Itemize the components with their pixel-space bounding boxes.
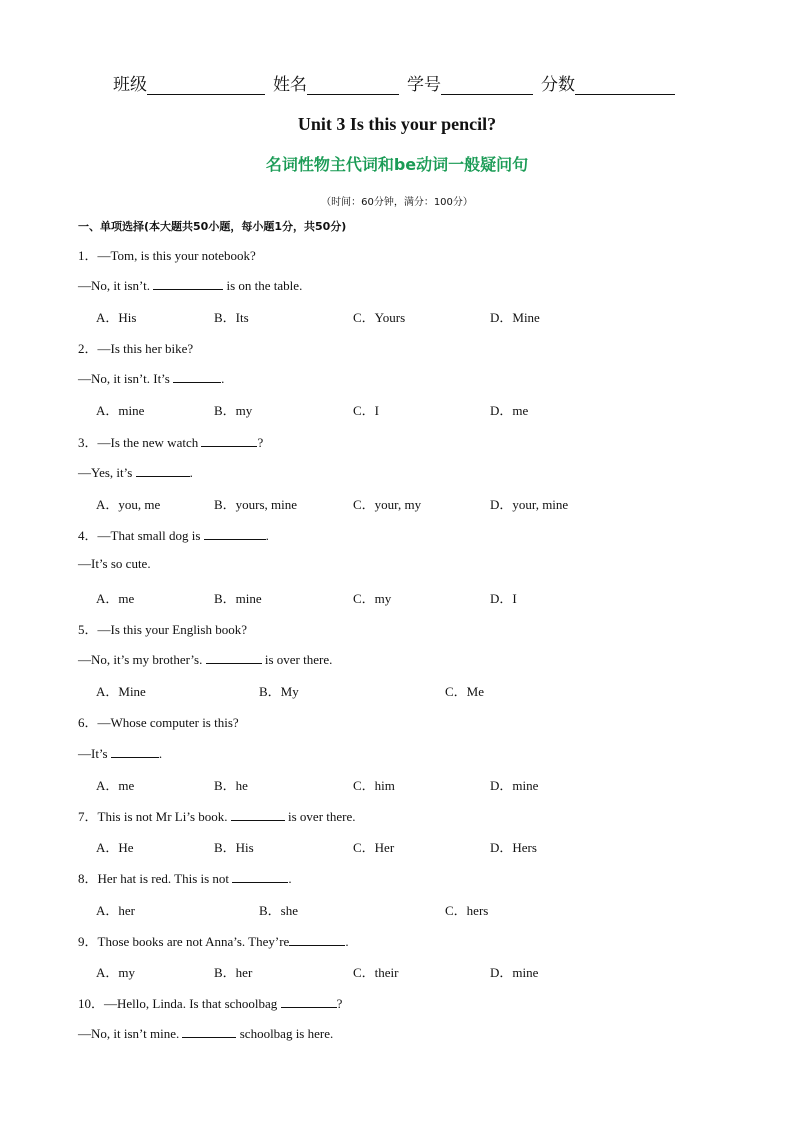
answer-option[interactable]: C．him — [353, 778, 395, 793]
answer-option[interactable]: A．me — [96, 591, 135, 606]
answer-option[interactable]: C．Me — [445, 684, 485, 699]
question-text: —It’s so cute. — [78, 556, 151, 571]
answer-option[interactable]: B．her — [214, 965, 253, 980]
question-text: is over there. — [261, 652, 333, 667]
question-7-line-1 — [78, 806, 356, 825]
question-text: —It’s — [78, 746, 111, 761]
question-2-line-2 — [78, 369, 224, 387]
answer-option[interactable]: B．my — [214, 403, 253, 418]
answer-option[interactable]: B．His — [214, 840, 254, 855]
question-text: . — [221, 371, 225, 386]
answer-option[interactable]: B．she — [259, 903, 299, 918]
question-text: . — [345, 934, 349, 949]
question-5-line-2 — [78, 650, 332, 668]
answer-option[interactable]: A．mine — [96, 403, 145, 418]
question-2-line-1 — [78, 338, 193, 357]
answer-option[interactable]: A．Mine — [96, 684, 146, 699]
answer-option[interactable]: C．Yours — [353, 310, 406, 325]
question-6-line-2 — [78, 744, 162, 762]
question-9-line-1 — [78, 931, 349, 950]
question-text: —No, it isn’t. — [78, 278, 154, 293]
answer-option[interactable]: B．mine — [214, 591, 262, 606]
question-3-line-2 — [78, 463, 193, 481]
page-subtitle: 名词性物主代词和be动词一般疑问句 — [265, 155, 529, 174]
question-text: 7．This is not Mr Li’s book. — [78, 809, 231, 824]
answer-option[interactable]: C．my — [353, 591, 392, 606]
question-text: —No, it isn’t. It’s — [78, 371, 174, 386]
question-text: . — [158, 746, 163, 761]
answer-blank[interactable] — [232, 869, 288, 883]
question-text: —Yes, it’s — [78, 465, 136, 480]
name-label: 姓名 — [273, 75, 307, 95]
answer-option[interactable]: D．mine — [490, 778, 539, 793]
answer-option[interactable]: A．His — [96, 310, 137, 325]
answer-blank[interactable] — [111, 744, 159, 758]
question-text: . — [288, 871, 292, 886]
score-field[interactable] — [575, 75, 675, 95]
answer-blank[interactable] — [201, 433, 257, 447]
class-label: 班级 — [113, 75, 147, 95]
question-4-line-1 — [78, 525, 269, 544]
question-text: is over there. — [284, 809, 356, 824]
question-text: ? — [336, 996, 343, 1011]
answer-blank[interactable] — [281, 994, 337, 1008]
answer-option[interactable]: D．your, mine — [490, 497, 569, 512]
answer-blank[interactable] — [136, 463, 190, 477]
answer-option[interactable]: A．her — [96, 903, 135, 918]
score-label: 分数 — [541, 75, 575, 95]
question-text: —No, it’s my brother’s. — [78, 652, 206, 667]
student-id-field[interactable] — [441, 75, 533, 95]
answer-option[interactable]: B．My — [259, 684, 299, 699]
question-text: is on the table. — [223, 278, 303, 293]
answer-option[interactable]: B．Its — [214, 310, 249, 325]
question-1-line-1 — [78, 245, 256, 264]
answer-option[interactable]: D．me — [490, 403, 529, 418]
question-text: 4．—That small dog is — [78, 528, 204, 543]
answer-option[interactable]: C．hers — [445, 903, 489, 918]
answer-option[interactable]: A．He — [96, 840, 134, 855]
question-5-line-1 — [78, 619, 247, 638]
answer-blank[interactable] — [204, 526, 266, 540]
question-text: . — [265, 528, 269, 543]
class-field[interactable] — [147, 75, 265, 95]
answer-option[interactable]: A．you, me — [96, 497, 161, 512]
question-text: 5．—Is this your English book? — [78, 622, 247, 637]
question-10-line-1 — [78, 993, 342, 1012]
answer-option[interactable]: A．my — [96, 965, 136, 980]
question-4-line-2 — [78, 556, 151, 572]
answer-blank[interactable] — [206, 650, 262, 664]
question-10-line-2 — [78, 1024, 333, 1042]
name-field[interactable] — [307, 75, 399, 95]
answer-blank[interactable] — [153, 276, 223, 290]
question-text: —No, it isn’t mine. — [78, 1026, 183, 1041]
answer-option[interactable]: B．yours, mine — [214, 497, 298, 512]
question-text: 1．—Tom, is this your notebook? — [78, 248, 256, 263]
answer-option[interactable]: B．he — [214, 778, 248, 793]
question-8-line-1 — [78, 868, 292, 887]
time-note: （时间：60分钟，满分：100分） — [321, 197, 473, 208]
answer-blank[interactable] — [173, 369, 221, 383]
question-text: 6．—Whose computer is this? — [78, 715, 239, 730]
answer-blank[interactable] — [231, 807, 285, 821]
answer-option[interactable]: D．I — [490, 591, 517, 606]
question-text: ? — [257, 435, 264, 450]
question-text: 9．Those books are not Anna’s. They’re — [78, 934, 290, 949]
student-id-label: 学号 — [407, 75, 441, 95]
answer-option[interactable]: D．Hers — [490, 840, 537, 855]
section-heading: 一、单项选择(本大题共50小题，每小题1分，共50分) — [78, 220, 347, 233]
answer-blank[interactable] — [289, 932, 345, 946]
question-text: . — [189, 465, 193, 480]
page-title: Unit 3 Is this your pencil? — [297, 114, 497, 134]
answer-option[interactable]: C．Her — [353, 840, 395, 855]
question-3-line-1 — [78, 432, 263, 451]
question-text: 2．—Is this her bike? — [78, 341, 194, 356]
question-text: 3．—Is the new watch — [78, 435, 202, 450]
student-info-header — [113, 70, 713, 95]
answer-option[interactable]: C．your, my — [353, 497, 422, 512]
question-1-line-2 — [78, 276, 302, 294]
question-text: schoolbag is here. — [236, 1026, 334, 1041]
question-6-line-1 — [78, 712, 239, 731]
answer-option[interactable]: C．I — [353, 403, 380, 418]
question-text: 10．—Hello, Linda. Is that schoolbag — [78, 996, 281, 1011]
question-text: 8．Her hat is red. This is not — [78, 871, 233, 886]
answer-option[interactable]: C．their — [353, 965, 399, 980]
answer-option[interactable]: A．me — [96, 778, 135, 793]
answer-option[interactable]: D．mine — [490, 965, 539, 980]
answer-blank[interactable] — [182, 1024, 236, 1038]
answer-option[interactable]: D．Mine — [490, 310, 540, 325]
